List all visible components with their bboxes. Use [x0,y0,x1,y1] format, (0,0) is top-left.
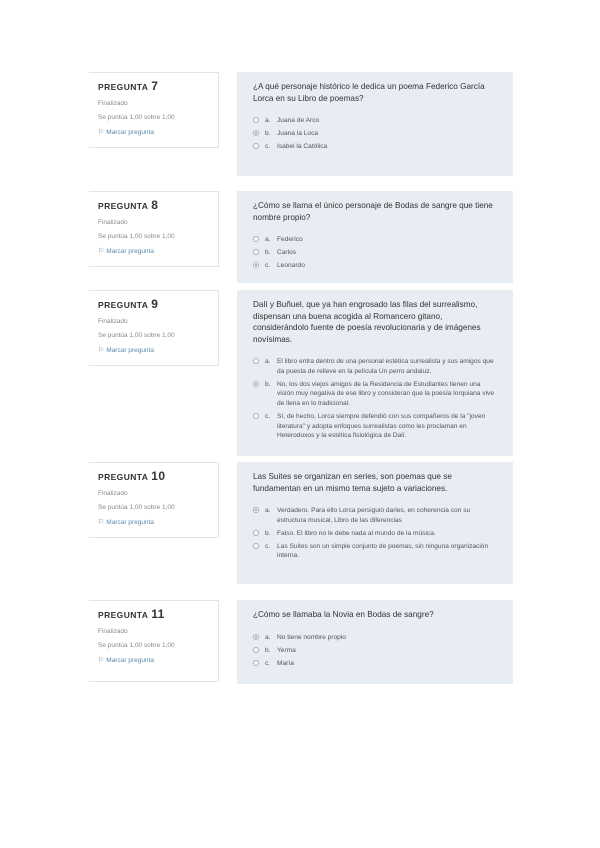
answer-text: Juana la Loca [277,130,319,138]
question-label: PREGUNTA [98,201,149,211]
answer-letter: c. [265,143,271,151]
question-number-value: 11 [151,607,165,621]
answer-option[interactable] [253,633,497,643]
answer-list [253,357,497,441]
flag-question-link[interactable] [98,247,210,255]
question-state: Finalizado [98,490,128,497]
question-text: Dalí y Buñuel, que ya han engrosado las filas del surrealismo, dispensan una buena acogida al Romancero gitano, considerándolo fuente de poesía revolucionaria y de imágenes novísimas. [253,300,481,344]
question-state: Finalizado [98,318,128,325]
answer-list [253,506,497,561]
answer-text: No, los dos viejos amigos de la Residencia de Estudiantes tienen una visión muy negativa de ese libro y consideran que la poesía lorquiana vive de llena en lo tradicional. [277,380,494,407]
question-number [98,607,210,621]
question-grade: Se puntúa 1,00 sobre 1,00 [98,504,175,511]
radio-button[interactable] [253,143,259,149]
question-content-panel [237,462,513,584]
answer-letter: a. [265,236,271,243]
radio-button[interactable] [253,543,259,549]
answer-text: Verdadero. Para ello Lorca persiguió darles, en coherencia con su estructura musical, Libro de las diferencias [277,507,471,524]
answer-letter: c. [265,262,271,270]
question-number-value: 8 [151,198,159,212]
answer-list [253,235,497,271]
answer-option[interactable] [253,142,497,152]
flag-icon: ⚐ [98,519,105,526]
radio-button[interactable] [253,660,259,666]
question-grade: Se puntúa 1,00 sobre 1,00 [98,642,175,649]
answer-text: No tiene nombre propio [277,633,346,641]
answer-letter: b. [265,646,271,654]
radio-button[interactable] [253,358,259,364]
answer-list [253,633,497,669]
answer-option[interactable] [253,380,497,409]
radio-button-selected[interactable] [253,634,259,640]
answer-letter: b. [265,380,271,388]
answer-option[interactable] [253,506,497,525]
question-info-panel [89,462,219,538]
question-number-value: 9 [151,297,159,311]
radio-button-selected[interactable] [253,262,259,268]
flag-question-label: Marcar pregunta [106,129,154,136]
question-info-panel [89,72,219,148]
answer-text: Yerma [277,646,296,654]
radio-button-selected[interactable] [253,130,259,136]
radio-button[interactable] [253,117,259,123]
question-label: PREGUNTA [98,610,149,620]
answer-list [253,116,497,152]
question-label: PREGUNTA [98,82,149,92]
answer-letter: b. [265,249,271,257]
answer-text: El libro entra dentro de una personal estética surrealista y sus amigos que da puesta de relieve en la película Un perro andaluz. [277,358,494,375]
flag-question-label: Marcar pregunta [106,657,154,664]
answer-letter: a. [265,633,271,641]
answer-letter: c. [265,542,271,550]
flag-question-link[interactable] [98,518,210,526]
question-text: ¿Cómo se llama el único personaje de Bodas de sangre que tiene nombre propio? [253,201,493,222]
question-text: Las Suites se organizan en series, son poemas que se fundamentan en un mismo tema sujeto a variaciones. [253,472,452,493]
answer-letter: c. [265,659,271,667]
answer-text: Carlos [277,249,297,257]
flag-question-link[interactable] [98,656,210,664]
radio-button-selected[interactable] [253,381,259,387]
question-label: PREGUNTA [98,300,149,310]
answer-letter: b. [265,130,271,138]
question-number-value: 7 [151,79,159,93]
flag-question-label: Marcar pregunta [106,519,154,526]
question-content-panel [237,600,513,684]
flag-icon: ⚐ [98,347,105,354]
flag-icon: ⚐ [98,657,105,664]
flag-icon: ⚐ [98,248,105,255]
radio-button-selected[interactable] [253,507,259,513]
answer-text: Leonardo [277,262,305,270]
answer-option[interactable] [253,116,497,126]
question-info-panel [89,600,219,682]
question-number [98,469,210,483]
answer-text: María [277,659,294,667]
radio-button[interactable] [253,530,259,536]
question-text: ¿Cómo se llamaba la Novia en Bodas de sangre? [253,610,434,619]
question-state: Finalizado [98,219,128,226]
question-grade: Se puntúa 1,00 sobre 1,00 [98,233,175,240]
question-number [98,198,210,212]
answer-text: Federico [277,236,303,243]
answer-letter: c. [265,412,271,420]
answer-option[interactable] [253,542,497,561]
answer-option[interactable] [253,412,497,441]
question-content-panel [237,191,513,283]
answer-option[interactable] [253,357,497,376]
answer-option[interactable] [253,646,497,656]
answer-letter: a. [265,507,271,514]
question-info-panel [89,191,219,267]
radio-button[interactable] [253,236,259,242]
answer-text: Sí, de hecho, Lorca siempre defendió con sus compañeros de la "joven literatura" y adopta enfoques surrealistas como les proclaman en Heterodoxos y la estética fisiológica de Dalí. [277,412,486,440]
answer-option[interactable] [253,129,497,139]
answer-text: Falso. El libro no le debe nada al mundo de la música. [277,529,436,537]
radio-button[interactable] [253,413,259,419]
flag-icon: ⚐ [98,129,105,136]
question-grade: Se puntúa 1,00 sobre 1,00 [98,332,175,339]
question-content-panel [237,72,513,176]
answer-text: Las Suites son un simple conjunto de poemas, sin ninguna organización interna. [277,542,489,560]
flag-question-label: Marcar pregunta [106,347,154,354]
answer-letter: b. [265,529,271,537]
flag-question-link[interactable] [98,128,210,136]
answer-text: Isabel la Católica [277,143,328,151]
radio-button[interactable] [253,249,259,255]
question-content-panel [237,290,513,456]
answer-letter: a. [265,117,271,124]
answer-option[interactable] [253,529,497,539]
question-label: PREGUNTA [98,472,149,482]
question-state: Finalizado [98,628,128,635]
radio-button[interactable] [253,647,259,653]
answer-option[interactable] [253,261,497,271]
question-info-panel [89,290,219,366]
answer-option[interactable] [253,235,497,245]
answer-option[interactable] [253,659,497,669]
answer-option[interactable] [253,248,497,258]
flag-question-link[interactable] [98,346,210,354]
question-state: Finalizado [98,100,128,107]
flag-question-label: Marcar pregunta [106,248,154,255]
question-grade: Se puntúa 1,00 sobre 1,00 [98,114,175,121]
question-number [98,79,210,93]
question-number-value: 10 [151,469,166,483]
question-text: ¿A qué personaje histórico le dedica un poema Federico García Lorca en su Libro de poemas? [253,82,485,103]
question-number [98,297,210,311]
answer-letter: a. [265,358,271,365]
answer-text: Juana de Arco [277,117,320,124]
